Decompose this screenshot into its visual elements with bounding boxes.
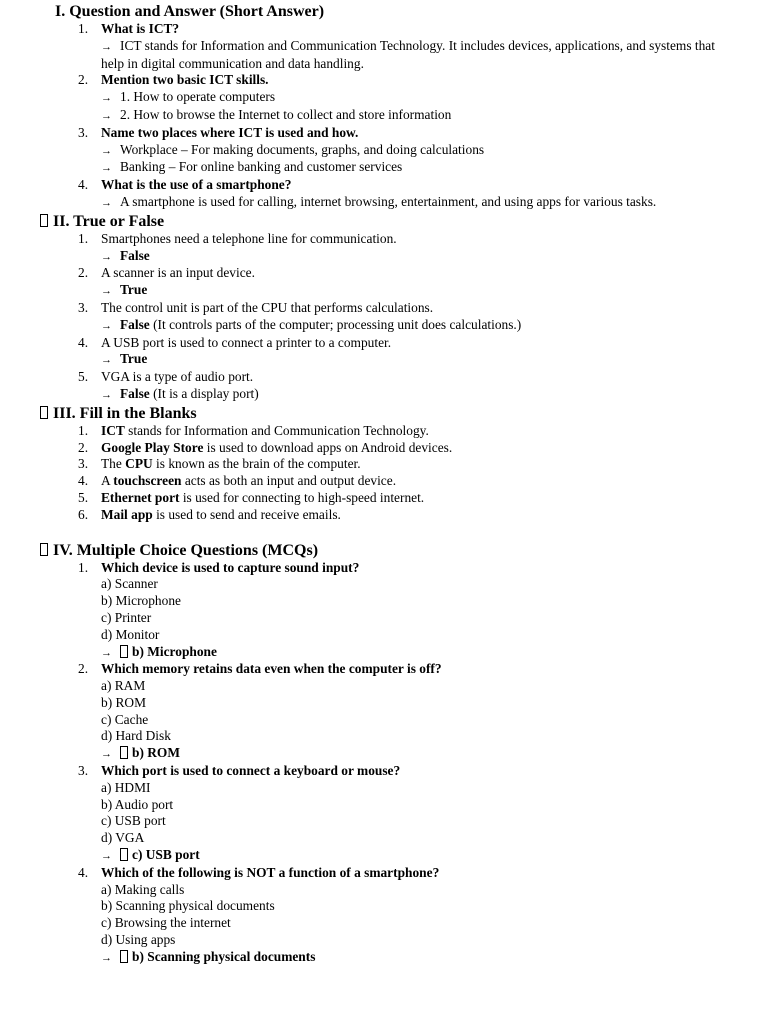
item-number: 4.	[78, 334, 89, 350]
option: b) Microphone	[101, 593, 181, 609]
option: d) Monitor	[101, 626, 160, 642]
blank-answer: Google Play Store	[101, 439, 204, 455]
answer-text: A smartphone is used for calling, internet browsing, entertainment, and using apps for various tasks.	[120, 193, 657, 209]
answer-text: 1. How to operate computers	[120, 89, 276, 105]
question-text: Which memory retains data even when the computer is off?	[101, 661, 442, 677]
arrow-icon: →	[101, 748, 112, 761]
sentence-end: is used for connecting to high-speed internet.	[179, 489, 425, 505]
sentence-end: stands for Information and Communication Technology.	[124, 422, 429, 438]
list-item	[0, 231, 768, 266]
option: c) Cache	[101, 711, 149, 727]
question-text: Which of the following is NOT a function of a smartphone?	[101, 864, 440, 880]
item-number: 1.	[78, 21, 89, 36]
answer-value: False	[120, 316, 150, 332]
list-item	[0, 507, 768, 524]
list-item	[0, 440, 768, 457]
option: c) USB port	[101, 813, 166, 829]
answer-line	[101, 89, 738, 107]
answer-value: b) ROM	[132, 745, 180, 761]
sentence-end: acts as both an input and output device.	[181, 473, 397, 489]
sentence-start: A	[101, 473, 114, 489]
section-heading	[55, 541, 768, 560]
answer-text: Banking – For online banking and customer services	[120, 159, 403, 175]
item-number: 3.	[78, 124, 89, 140]
list-item	[0, 560, 768, 662]
answer-line	[101, 644, 738, 662]
question-text: Mention two basic ICT skills.	[101, 72, 269, 88]
answer-line	[101, 745, 738, 763]
list-item	[0, 21, 768, 72]
arrow-icon: →	[101, 250, 112, 263]
sentence-end: is used to send and receive emails.	[152, 506, 341, 522]
option: d) VGA	[101, 830, 145, 846]
arrow-icon: →	[101, 951, 112, 964]
question-text: Name two places where ICT is used and how.	[101, 124, 359, 140]
blank-answer: Mail app	[101, 506, 153, 522]
section-mcq	[0, 541, 768, 967]
missing-glyph-icon	[40, 214, 48, 227]
option: c) Printer	[101, 609, 152, 625]
blank-answer: CPU	[125, 456, 153, 472]
item-number: 3.	[78, 299, 89, 315]
blank-answer: touchscreen	[113, 473, 182, 489]
option: b) Audio port	[101, 796, 174, 812]
item-number: 2.	[78, 661, 89, 677]
arrow-icon: →	[101, 388, 112, 401]
item-number: 4.	[78, 864, 89, 880]
list-item	[0, 456, 768, 473]
answer-line	[101, 248, 738, 266]
option: c) Browsing the internet	[101, 915, 231, 931]
answer-line	[101, 194, 738, 212]
answer-text: Workplace – For making documents, graphs, and doing calculations	[120, 141, 485, 157]
list-item	[0, 72, 768, 124]
answer-value: c) USB port	[132, 847, 200, 863]
answer-value: b) Microphone	[132, 643, 217, 659]
statement-text: The control unit is part of the CPU that performs calculations.	[101, 299, 434, 315]
list-item	[0, 125, 768, 177]
item-number: 1.	[78, 559, 89, 575]
section-heading	[55, 212, 768, 231]
blank-answer: ICT	[101, 422, 125, 438]
answer-line	[101, 159, 738, 177]
arrow-icon: →	[101, 850, 112, 863]
statement-list	[0, 231, 768, 404]
section-heading-text: III. Fill in the Blanks	[53, 404, 197, 422]
sentence-end: is known as the brain of the computer.	[152, 456, 361, 472]
answer-line	[101, 107, 738, 125]
check-icon	[120, 645, 128, 658]
list-item	[0, 300, 768, 335]
answer-note: (It controls parts of the computer; processing unit does calculations.)	[149, 316, 522, 332]
answer-value: b) Scanning physical documents	[132, 948, 316, 964]
list-item	[0, 473, 768, 490]
section-fill-blanks	[0, 404, 768, 524]
question-text: Which device is used to capture sound input?	[101, 559, 360, 575]
arrow-icon: →	[101, 144, 112, 157]
section-heading-text: IV. Multiple Choice Questions (MCQs)	[53, 541, 319, 559]
list-item	[0, 423, 768, 440]
item-number: 2.	[78, 439, 89, 455]
check-icon	[120, 848, 128, 861]
document	[0, 2, 768, 967]
option: b) ROM	[101, 694, 147, 710]
option: a) RAM	[101, 678, 146, 694]
answer-text: 2. How to browse the Internet to collect and store information	[120, 106, 452, 122]
check-icon	[120, 950, 128, 963]
mcq-list	[0, 560, 768, 967]
option: a) HDMI	[101, 779, 151, 795]
arrow-icon: →	[101, 319, 112, 332]
answer-line	[101, 949, 738, 967]
list-item	[0, 265, 768, 300]
answer-line	[101, 351, 738, 369]
item-number: 4.	[78, 177, 89, 193]
option: a) Scanner	[101, 576, 158, 592]
statement-text: Smartphones need a telephone line for communication.	[101, 230, 397, 246]
item-number: 5.	[78, 369, 89, 385]
answer-value: True	[120, 282, 148, 298]
option: d) Hard Disk	[101, 728, 171, 744]
statement-text: VGA is a type of audio port.	[101, 369, 254, 385]
section-heading: I. Question and Answer (Short Answer)	[55, 3, 325, 20]
sentence-end: is used to download apps on Android devices.	[203, 439, 453, 455]
blank-answer: Ethernet port	[101, 489, 180, 505]
list-item	[0, 490, 768, 507]
item-number: 3.	[78, 763, 89, 779]
option: a) Making calls	[101, 881, 185, 897]
answer-line	[101, 142, 738, 160]
arrow-icon: →	[101, 40, 112, 53]
item-number: 5.	[78, 489, 89, 505]
statement-text: A USB port is used to connect a printer to a computer.	[101, 334, 392, 350]
blank-list	[0, 423, 768, 524]
section-heading	[55, 404, 768, 423]
answer-note: (It is a display port)	[149, 385, 259, 401]
item-number: 1.	[78, 422, 89, 438]
answer-line	[101, 317, 738, 335]
arrow-icon: →	[101, 109, 112, 122]
list-item	[0, 763, 768, 865]
missing-glyph-icon	[40, 406, 48, 419]
answer-line	[101, 38, 738, 73]
question-list	[0, 21, 768, 212]
answer-text: ICT stands for Information and Communication Technology. It includes devices, applications, and systems that help in digital communication and data handling.	[101, 37, 715, 71]
list-item	[0, 661, 768, 763]
question-text: What is ICT?	[101, 21, 180, 36]
list-item	[0, 369, 768, 404]
item-number: 6.	[78, 506, 89, 522]
missing-glyph-icon	[40, 543, 48, 556]
section-heading-text: II. True or False	[53, 212, 165, 230]
question-text: Which port is used to connect a keyboard or mouse?	[101, 763, 401, 779]
list-item	[0, 177, 768, 212]
section-short-answer	[0, 2, 768, 212]
item-number: 2.	[78, 265, 89, 281]
sentence-start: The	[101, 456, 126, 472]
statement-text: A scanner is an input device.	[101, 265, 255, 281]
answer-line	[101, 847, 738, 865]
answer-value: False	[120, 385, 150, 401]
item-number: 2.	[78, 72, 89, 88]
item-number: 3.	[78, 456, 89, 472]
list-item	[0, 865, 768, 967]
item-number: 4.	[78, 473, 89, 489]
option: d) Using apps	[101, 932, 176, 948]
item-number: 1.	[78, 230, 89, 246]
option: b) Scanning physical documents	[101, 898, 275, 914]
answer-value: False	[120, 247, 150, 263]
answer-line	[101, 386, 738, 404]
list-item	[0, 335, 768, 370]
answer-value: True	[120, 351, 148, 367]
check-icon	[120, 746, 128, 759]
question-text: What is the use of a smartphone?	[101, 177, 292, 193]
arrow-icon: →	[101, 646, 112, 659]
arrow-icon: →	[101, 92, 112, 105]
arrow-icon: →	[101, 196, 112, 209]
answer-line	[101, 282, 738, 300]
section-true-false	[0, 212, 768, 404]
arrow-icon: →	[101, 285, 112, 298]
arrow-icon: →	[101, 162, 112, 175]
arrow-icon: →	[101, 354, 112, 367]
